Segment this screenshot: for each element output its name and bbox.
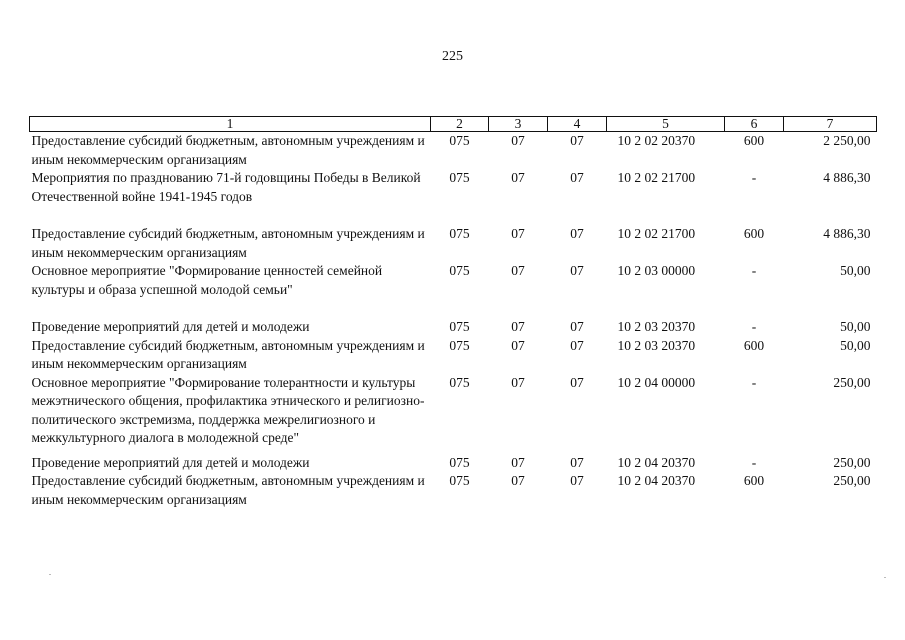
ministry-code: 075 — [449, 319, 470, 334]
ministry-code: 075 — [449, 374, 470, 390]
section-code: 07 — [511, 263, 525, 278]
expense-type-code: - — [751, 374, 757, 390]
target-article-code: 10 2 04 20370 — [617, 473, 696, 488]
amount: 250,00 — [833, 473, 871, 488]
expense-type-code: - — [751, 170, 757, 185]
target-article-code: 10 2 04 00000 — [617, 374, 696, 390]
section-code: 07 — [511, 337, 525, 353]
column-header-3: 3 — [489, 117, 548, 132]
scan-speck — [49, 574, 51, 575]
expense-type-code: 600 — [743, 473, 765, 488]
ministry-code: 075 — [449, 454, 470, 470]
row-name: Проведение мероприятий для детей и молодежи — [31, 319, 310, 334]
amount: 50,00 — [840, 337, 871, 353]
subsection-code: 07 — [570, 454, 584, 470]
column-header-5: 5 — [607, 117, 725, 132]
row-name: Проведение мероприятий для детей и молодежи — [31, 454, 310, 470]
target-article-code: 10 2 04 20370 — [617, 454, 696, 470]
section-code: 07 — [511, 473, 525, 488]
budget-table — [29, 116, 877, 509]
table-row — [30, 225, 877, 262]
section-code: 07 — [511, 170, 525, 185]
expense-type-code: - — [751, 454, 757, 470]
table-row — [30, 132, 877, 170]
amount: 4 886,30 — [823, 170, 871, 185]
expense-type-code: - — [751, 263, 757, 278]
ministry-code: 075 — [449, 133, 470, 148]
amount: 50,00 — [840, 319, 871, 334]
row-name: Предоставление субсидий бюджетным, автономным учреждениям и иным некоммерческим организациям — [31, 226, 425, 260]
column-header-4: 4 — [548, 117, 607, 132]
column-header-6: 6 — [725, 117, 784, 132]
page-number: 225 — [442, 49, 463, 64]
table-row — [30, 374, 877, 448]
target-article-code: 10 2 03 20370 — [617, 337, 696, 353]
column-header-7: 7 — [784, 117, 877, 132]
table-header-row — [30, 117, 877, 132]
row-name: Основное мероприятие "Формирование толерантности и культуры межэтнического общения, профилактика этнического и религиозно-политического экстремизма, поддержка межрелигиозного и межкультурного диалога в молодежной среде" — [31, 374, 425, 445]
amount: 2 250,00 — [823, 133, 871, 148]
ministry-code: 075 — [449, 473, 470, 488]
subsection-code: 07 — [570, 170, 584, 185]
table-row — [30, 472, 877, 509]
row-name: Основное мероприятие "Формирование ценностей семейной культуры и образа успешной молодой семьи" — [31, 263, 383, 297]
expense-type-code: 600 — [743, 133, 765, 148]
ministry-code: 075 — [449, 337, 470, 353]
table-row — [30, 262, 877, 299]
ministry-code: 075 — [449, 170, 470, 185]
expense-type-code: 600 — [743, 226, 765, 241]
spacer-row — [30, 206, 877, 225]
section-code: 07 — [511, 319, 525, 334]
section-code: 07 — [511, 454, 525, 470]
section-code: 07 — [511, 226, 525, 241]
target-article-code: 10 2 03 20370 — [617, 319, 696, 334]
amount: 250,00 — [833, 374, 871, 390]
target-article-code: 10 2 02 21700 — [617, 226, 696, 241]
target-article-code: 10 2 03 00000 — [617, 263, 696, 278]
subsection-code: 07 — [570, 473, 584, 488]
subsection-code: 07 — [570, 263, 584, 278]
ministry-code: 075 — [449, 263, 470, 278]
scan-speck — [884, 577, 886, 578]
target-article-code: 10 2 02 21700 — [617, 170, 696, 185]
ministry-code: 075 — [449, 226, 470, 241]
table-row — [30, 337, 877, 374]
amount: 250,00 — [833, 454, 871, 470]
row-name: Предоставление субсидий бюджетным, автономным учреждениям и иным некоммерческим организациям — [31, 133, 425, 167]
row-name: Предоставление субсидий бюджетным, автономным учреждениям и иным некоммерческим организациям — [31, 337, 425, 371]
subsection-code: 07 — [570, 374, 584, 390]
section-code: 07 — [511, 374, 525, 390]
amount: 50,00 — [840, 263, 871, 278]
expense-type-code: - — [751, 319, 757, 334]
subsection-code: 07 — [570, 133, 584, 148]
subsection-code: 07 — [570, 337, 584, 353]
row-name: Мероприятия по празднованию 71-й годовщины Победы в Великой Отечественной войне 1941-1945 годов — [31, 170, 421, 204]
amount: 4 886,30 — [823, 226, 871, 241]
table-row — [30, 318, 877, 337]
subsection-code: 07 — [570, 319, 584, 334]
table-row — [30, 454, 877, 473]
section-code: 07 — [511, 133, 525, 148]
subsection-code: 07 — [570, 226, 584, 241]
spacer-row — [30, 299, 877, 318]
row-name: Предоставление субсидий бюджетным, автономным учреждениям и иным некоммерческим организациям — [31, 473, 425, 507]
target-article-code: 10 2 02 20370 — [617, 133, 696, 148]
table-row — [30, 169, 877, 206]
expense-type-code: 600 — [743, 337, 765, 353]
column-header-1: 1 — [30, 117, 431, 132]
column-header-2: 2 — [431, 117, 489, 132]
